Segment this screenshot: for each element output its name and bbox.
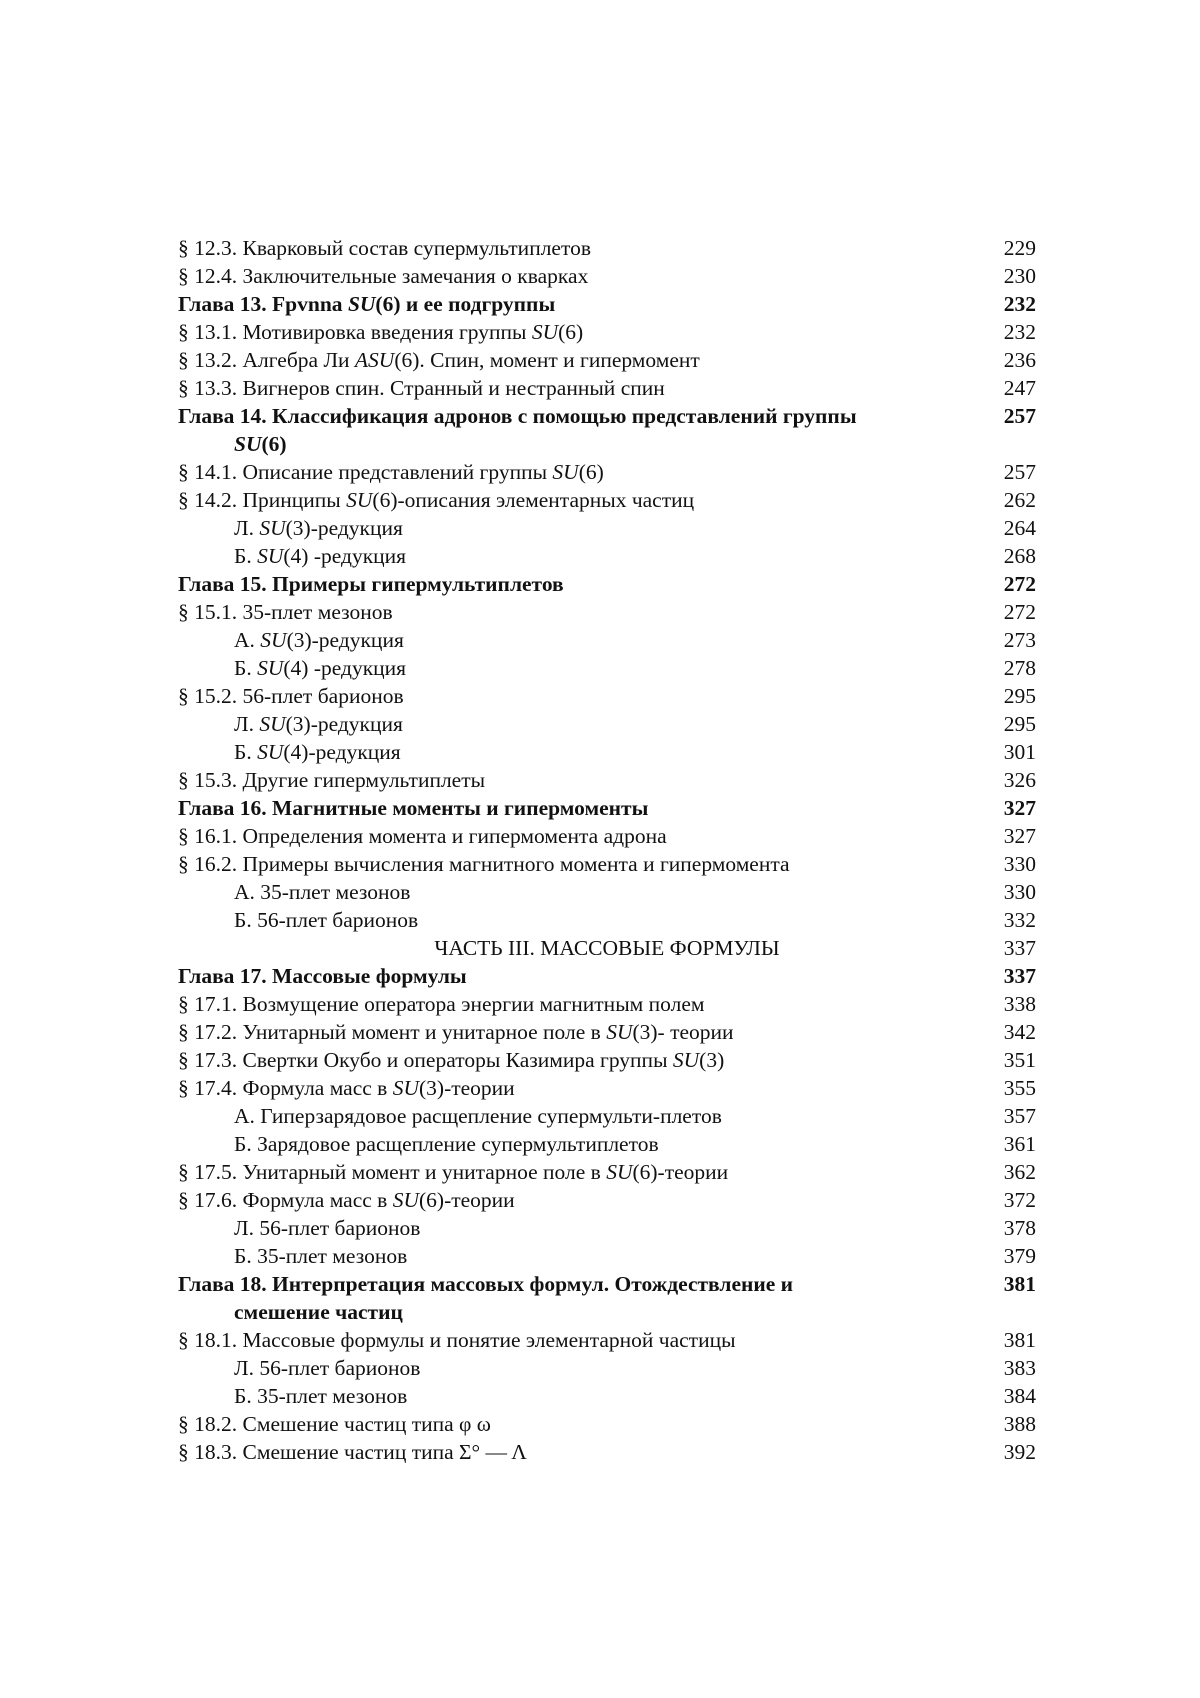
toc-section-entry [178,850,1036,878]
toc-page-number: 295 [1003,712,1036,736]
toc-entry-title: § 18.2. Смешение частиц типа φ ω [178,1412,491,1436]
toc-part-heading [178,934,1036,962]
toc-subsection-entry [178,542,1036,570]
toc-chapter-entry [178,402,1036,458]
toc-page-number: 230 [1003,264,1036,288]
toc-entry-title: § 17.1. Возмущение оператора энергии магнитным полем [178,992,705,1016]
toc-subsection-entry [178,1354,1036,1382]
toc-page-number: 362 [1003,1160,1036,1184]
toc-entry-title: Л. 56-плет барионов [234,1216,421,1240]
toc-page-number: 264 [1003,516,1036,540]
toc-page-number: 229 [1003,236,1036,260]
toc-page-number: 273 [1003,628,1036,652]
toc-subsection-entry [178,1242,1036,1270]
toc-page-number: 247 [1003,376,1036,400]
toc-subsection-entry [178,626,1036,654]
toc-section-entry [178,1326,1036,1354]
toc-entry-title: § 17.6. Формула масс в SU(6)-теории [178,1188,515,1212]
toc-page-number: 295 [1003,684,1036,708]
toc-page-number: 326 [1003,768,1036,792]
toc-entry-title: § 12.3. Кварковый состав супермультиплетов [178,236,591,260]
toc-page-number: 388 [1003,1412,1036,1436]
toc-entry-title: § 17.2. Унитарный момент и унитарное поле в SU(3)- теории [178,1020,734,1044]
toc-subsection-entry [178,1102,1036,1130]
toc-entry-title: § 13.3. Вигнеров спин. Странный и нестранный спин [178,376,665,400]
toc-entry-title: Б. SU(4) -редукция [234,656,407,680]
toc-subsection-entry [178,906,1036,934]
toc-page-number: 342 [1003,1020,1036,1044]
toc-entry-title: Глава 16. Магнитные моменты и гипермоменты [178,796,649,820]
toc-page-number: 392 [1003,1440,1036,1464]
toc-chapter-entry [178,570,1036,598]
toc-section-entry [178,598,1036,626]
toc-entry-title: Б. SU(4)-редукция [234,740,401,764]
toc-entry-title: Глава 13. Fpvnna SU(6) и ее подгруппы [178,292,556,316]
toc-subsection-entry [178,710,1036,738]
toc-section-entry [178,1018,1036,1046]
toc-subsection-entry [178,738,1036,766]
toc-page-number: 381 [1003,1272,1036,1296]
toc-page-number: 268 [1003,544,1036,568]
toc-page-number: 257 [1003,460,1036,484]
toc-page-number: 327 [1003,796,1036,820]
toc-entry-title-line1: Глава 18. Интерпретация массовых формул. Отождествление и [178,1272,794,1296]
toc-section-entry [178,1410,1036,1438]
toc-entry-title: Б. 35-плет мезонов [234,1244,408,1268]
toc-section-entry [178,822,1036,850]
toc-page-number: 357 [1003,1104,1036,1128]
toc-page-number: 384 [1003,1384,1036,1408]
toc-entry-title: § 16.2. Примеры вычисления магнитного момента и гипермомента [178,852,790,876]
toc-section-entry [178,682,1036,710]
toc-page-number: 330 [1003,880,1036,904]
toc-page-number: 232 [1003,320,1036,344]
toc-page-number: 361 [1003,1132,1036,1156]
toc-entry-title: А. Гиперзарядовое расщепление супермульти-плетов [234,1104,722,1128]
toc-page-number: 278 [1003,656,1036,680]
toc-entry-title: § 17.3. Свертки Окубо и операторы Казимира группы SU(3) [178,1048,725,1072]
toc-entry-title: § 14.1. Описание представлений группы SU(6) [178,460,604,484]
toc-entry-title: § 13.2. Алгебра Ли ASU(6). Спин, момент и гипермомент [178,348,700,372]
toc-section-entry [178,990,1036,1018]
toc-section-entry [178,1074,1036,1102]
toc-section-entry [178,1046,1036,1074]
table-of-contents [178,234,1036,1466]
toc-entry-title-line2: SU(6) [234,432,287,456]
toc-page-number: 372 [1003,1188,1036,1212]
toc-entry-title-line2: смешение частиц [234,1300,403,1324]
toc-entry-title: Л. SU(3)-редукция [234,516,403,540]
toc-page-number: 262 [1003,488,1036,512]
toc-section-entry [178,318,1036,346]
toc-section-entry [178,1438,1036,1466]
toc-page-number: 337 [1003,964,1036,988]
toc-entry-title: А. SU(3)-редукция [234,628,404,652]
toc-entry-title: ЧАСТЬ III. МАССОВЫЕ ФОРМУЛЫ [434,936,780,960]
toc-entry-title [178,1270,968,1326]
toc-chapter-entry [178,794,1036,822]
toc-entry-title: Б. SU(4) -редукция [234,544,407,568]
toc-section-entry [178,234,1036,262]
toc-page-number: 379 [1003,1244,1036,1268]
toc-chapter-entry [178,962,1036,990]
toc-subsection-entry [178,1130,1036,1158]
toc-section-entry [178,1186,1036,1214]
toc-page-number: 332 [1003,908,1036,932]
toc-section-entry [178,766,1036,794]
toc-section-entry [178,458,1036,486]
toc-entry-title: § 15.3. Другие гипермультиплеты [178,768,486,792]
toc-page-number: 381 [1003,1328,1036,1352]
toc-section-entry [178,346,1036,374]
toc-subsection-entry [178,1214,1036,1242]
toc-entry-title: § 17.4. Формула масс в SU(3)-теории [178,1076,515,1100]
toc-page-number: 378 [1003,1216,1036,1240]
toc-page-number: 355 [1003,1076,1036,1100]
toc-page-number: 272 [1003,572,1036,596]
toc-entry-title: § 18.3. Смешение частиц типа Σ° — Λ [178,1440,527,1464]
toc-entry-title: Л. 56-плет барионов [234,1356,421,1380]
toc-entry-title: Б. 35-плет мезонов [234,1384,408,1408]
toc-section-entry [178,262,1036,290]
toc-chapter-entry [178,1270,1036,1326]
toc-entry-title: § 15.2. 56-плет барионов [178,684,404,708]
toc-page-number: 351 [1003,1048,1036,1072]
toc-chapter-entry [178,290,1036,318]
toc-entry-title: § 16.1. Определения момента и гипермомента адрона [178,824,667,848]
toc-page-number: 272 [1003,600,1036,624]
toc-subsection-entry [178,878,1036,906]
toc-page-number: 330 [1003,852,1036,876]
toc-page-number: 338 [1003,992,1036,1016]
toc-entry-title: Б. 56-плет барионов [234,908,419,932]
toc-entry-title: § 15.1. 35-плет мезонов [178,600,393,624]
toc-page-number: 301 [1003,740,1036,764]
toc-page-number: 327 [1003,824,1036,848]
toc-entry-title: Б. Зарядовое расщепление супермультиплетов [234,1132,659,1156]
toc-subsection-entry [178,514,1036,542]
toc-page-number: 383 [1003,1356,1036,1380]
toc-entry-title: § 18.1. Массовые формулы и понятие элементарной частицы [178,1328,736,1352]
toc-entry-title: § 13.1. Мотивировка введения группы SU(6) [178,320,584,344]
toc-page-number: 232 [1003,292,1036,316]
toc-subsection-entry [178,654,1036,682]
toc-page-number: 257 [1003,404,1036,428]
toc-entry-title: § 14.2. Принципы SU(6)-описания элементарных частиц [178,488,695,512]
toc-entry-title: А. 35-плет мезонов [234,880,411,904]
toc-entry-title: Л. SU(3)-редукция [234,712,403,736]
toc-entry-title: Глава 15. Примеры гипермультиплетов [178,572,564,596]
toc-entry-title: Глава 17. Массовые формулы [178,964,467,988]
toc-entry-title [178,402,968,458]
toc-section-entry [178,1158,1036,1186]
toc-entry-title: § 17.5. Унитарный момент и унитарное поле в SU(6)-теории [178,1160,729,1184]
toc-section-entry [178,374,1036,402]
toc-entry-title: § 12.4. Заключительные замечания о кварках [178,264,589,288]
toc-section-entry [178,486,1036,514]
toc-page-number: 236 [1003,348,1036,372]
toc-entry-title-line1: Глава 14. Классификация адронов с помощью представлений группы [178,404,857,428]
toc-page-number: 337 [1003,936,1036,960]
toc-subsection-entry [178,1382,1036,1410]
